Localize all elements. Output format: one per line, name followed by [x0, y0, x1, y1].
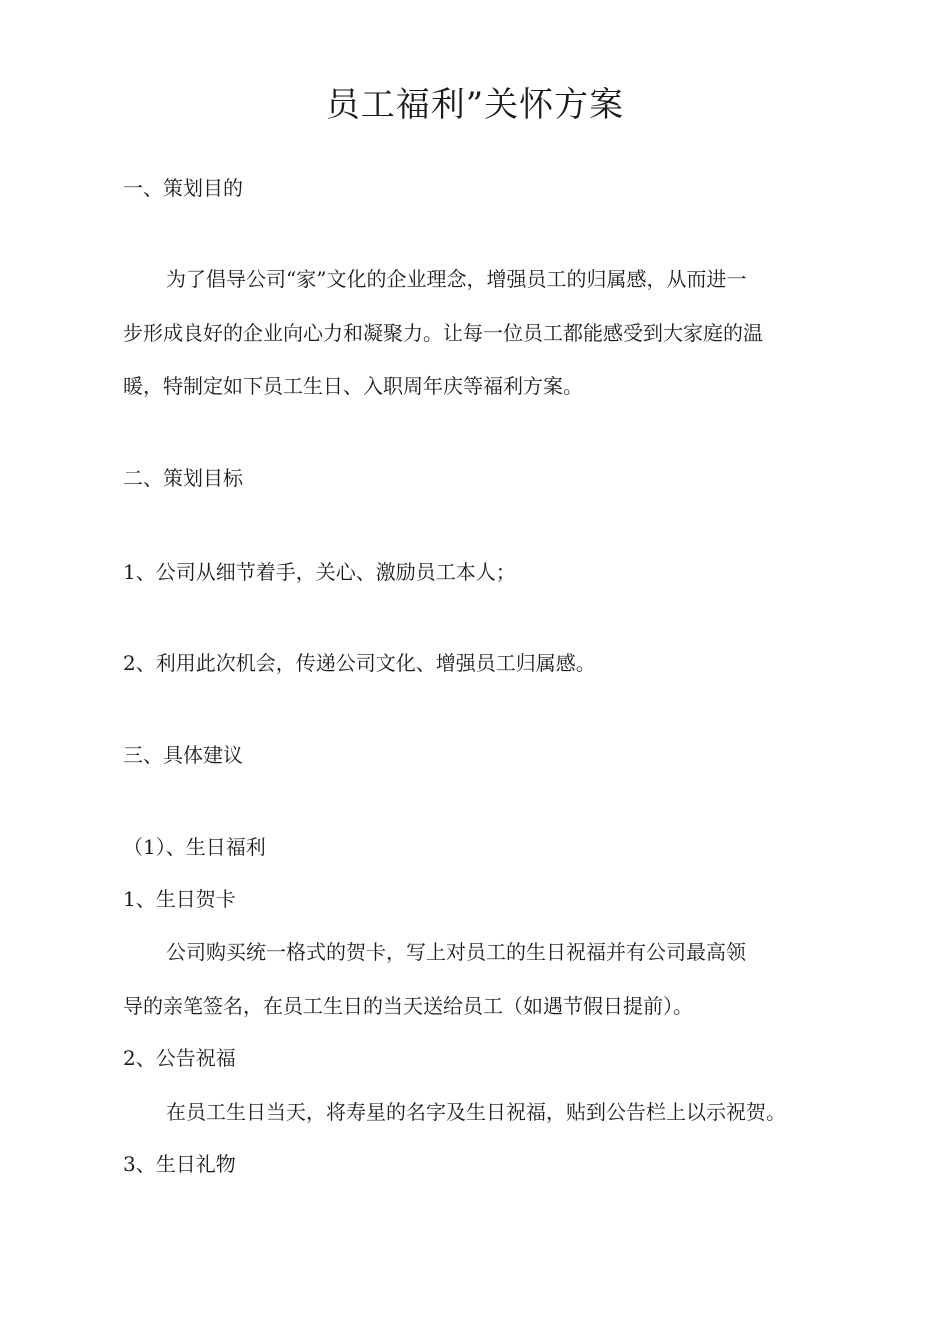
purpose-paragraph-line-3: 暖，特制定如下员工生日、入职周年庆等福利方案。	[123, 374, 583, 398]
item-title-announcement: 2、公告祝福	[123, 1046, 236, 1070]
item-title-birthday-gift: 3、生日礼物	[123, 1152, 236, 1176]
document-title: 员工福利”关怀方案	[325, 85, 625, 125]
section-heading-suggestions: 三、具体建议	[123, 743, 243, 767]
item-title-birthday-card: 1、生日贺卡	[123, 887, 236, 911]
goal-item-1: 1、公司从细节着手，关心、激励员工本人；	[123, 560, 516, 584]
announcement-text: 在员工生日当天，将寿星的名字及生日祝福，贴到公告栏上以示祝贺。	[166, 1100, 786, 1124]
section-heading-purpose: 一、策划目的	[123, 176, 243, 200]
subheading-birthday-benefits: （1）、生日福利	[123, 835, 266, 859]
purpose-paragraph-line-2: 步形成良好的企业向心力和凝聚力。让每一位员工都能感受到大家庭的温	[123, 321, 763, 345]
birthday-card-text-line-1: 公司购买统一格式的贺卡，写上对员工的生日祝福并有公司最高领	[166, 940, 746, 964]
section-heading-goals: 二、策划目标	[123, 466, 243, 490]
purpose-paragraph-line-1: 为了倡导公司“家”文化的企业理念，增强员工的归属感，从而进一	[166, 267, 747, 291]
birthday-card-text-line-2: 导的亲笔签名，在员工生日的当天送给员工（如遇节假日提前）。	[123, 994, 693, 1018]
goal-item-2: 2、利用此次机会，传递公司文化、增强员工归属感。	[123, 651, 596, 675]
